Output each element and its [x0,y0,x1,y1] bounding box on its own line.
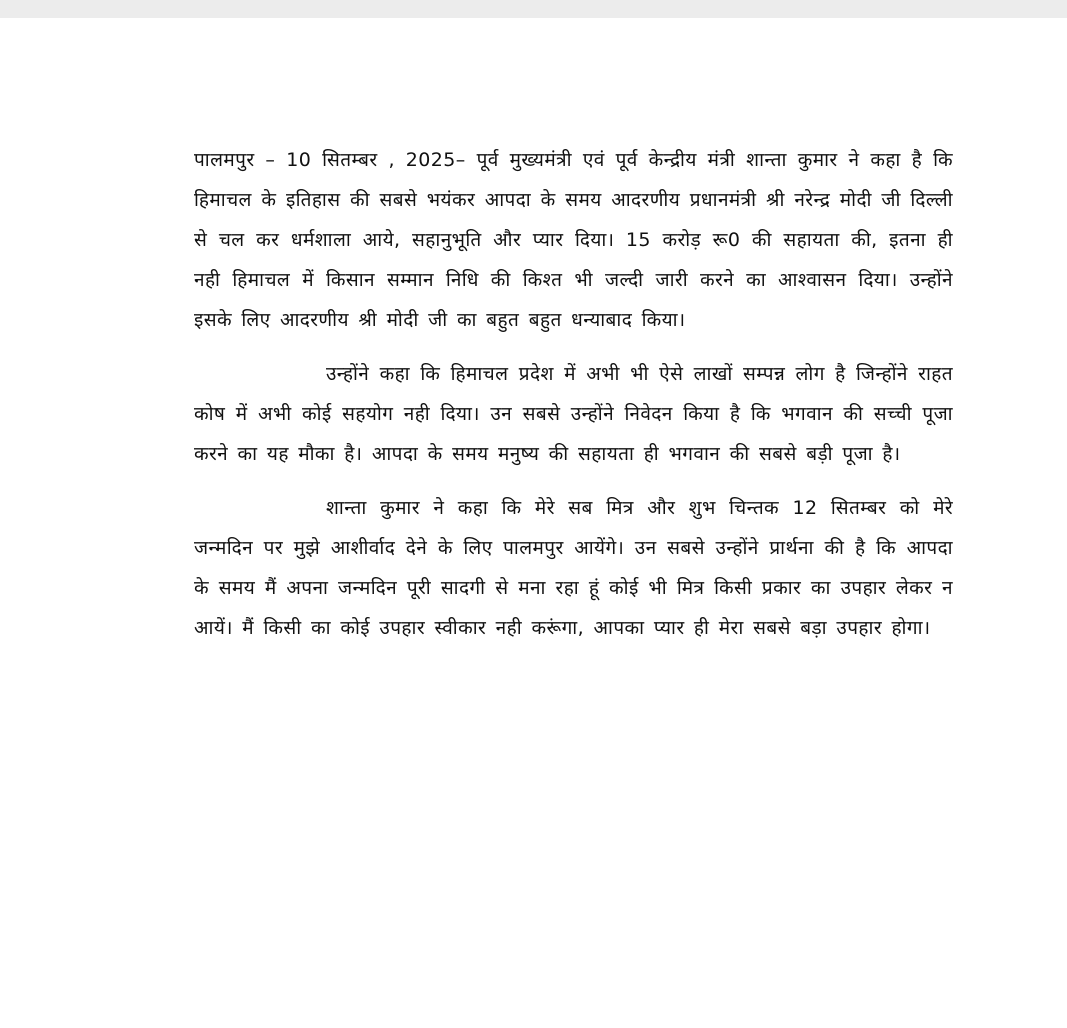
viewer-top-bar [0,0,1067,18]
paragraph-press-release-intro: पालमपुर – 10 सितम्बर , 2025– पूर्व मुख्यमंत्री एवं पूर्व केन्द्रीय मंत्री शान्ता कुमार ने कहा है कि हिमाचल के इतिहास की सबसे भयंकर आपदा के समय आदरणीय प्रधानमंत्री श्री नरेन्द्र मोदी जी दिल्ली से चल कर धर्मशाला आये, सहानुभूति और प्यार दिया। 15 करोड़ रू0 की सहायता की, इतना ही नही हिमाचल में किसान सम्मान निधि की किश्त भी जल्दी जारी करने का आश्वासन दिया। उन्होंने इसके लिए आदरणीय श्री मोदी जी का बहुत बहुत धन्याबाद किया। [194,149,953,331]
document-body [194,140,953,648]
paragraph-relief-fund-appeal: उन्होंने कहा कि हिमाचल प्रदेश में अभी भी ऐसे लाखों सम्पन्न लोग है जिन्होंने राहत कोष में अभी कोई सहयोग नही दिया। उन सबसे उन्होंने निवेदन किया है कि भगवान की सच्ची पूजा करने का यह मौका है। आपदा के समय मनुष्य की सहायता ही भगवान की सबसे बड़ी पूजा है। [194,363,953,465]
paragraph-birthday-message: शान्ता कुमार ने कहा कि मेरे सब मित्र और शुभ चिन्तक 12 सितम्बर को मेरे जन्मदिन पर मुझे आशीर्वाद देने के लिए पालमपुर आयेंगे। उन सबसे उन्होंने प्रार्थना की है कि आपदा के समय मैं अपना जन्मदिन पूरी सादगी से मना रहा हूं कोई भी मित्र किसी प्रकार का उपहार लेकर न आयें। मैं किसी का कोई उपहार स्वीकार नही करूंगा, आपका प्यार ही मेरा सबसे बड़ा उपहार होगा। [194,497,953,639]
document-page [0,18,1067,1028]
